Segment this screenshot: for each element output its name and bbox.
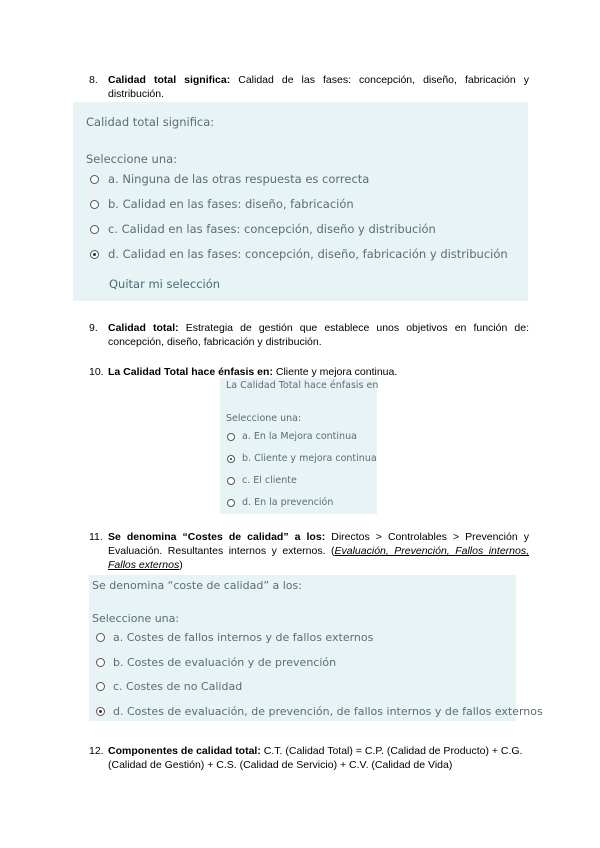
option-label: d. Calidad en las fases: concepción, diseño, fabricación y distribución xyxy=(108,247,508,261)
option-label: a. Ninguna de las otras respuesta es correcta xyxy=(108,172,370,186)
item-text xyxy=(108,321,529,349)
radio-icon[interactable] xyxy=(90,200,99,209)
quiz-option-d[interactable] xyxy=(90,247,508,261)
select-one-label: Seleccione una: xyxy=(92,612,180,625)
quiz-calidad-total-significa xyxy=(73,102,528,301)
option-label: d. En la prevención xyxy=(242,497,334,508)
item-answer: Directos > Controlables > Prevención y Evaluación. Resultantes internos y externos. ( xyxy=(108,531,529,557)
quiz-question: La Calidad Total hace énfasis en xyxy=(226,380,379,391)
item-heading: Calidad total significa: xyxy=(108,74,231,86)
item-heading: Componentes de calidad total: xyxy=(108,745,261,757)
select-one-label: Seleccione una: xyxy=(86,152,178,166)
quiz-option-a[interactable] xyxy=(90,172,369,186)
quiz-option-b[interactable] xyxy=(227,453,377,464)
radio-icon[interactable] xyxy=(90,175,99,184)
item-number: 8. xyxy=(89,74,98,86)
option-label: b. Calidad en las fases: diseño, fabricación xyxy=(108,197,354,211)
quiz-option-c[interactable] xyxy=(96,680,242,693)
quiz-option-c[interactable] xyxy=(90,222,436,236)
quiz-option-d[interactable] xyxy=(227,497,333,508)
quiz-option-c[interactable] xyxy=(227,475,297,486)
option-label: b. Costes de evaluación y de prevención xyxy=(113,656,337,669)
item-number: 9. xyxy=(89,322,98,334)
radio-icon[interactable] xyxy=(227,433,235,441)
option-label: a. En la Mejora continua xyxy=(242,431,357,442)
quiz-calidad-total-enfasis xyxy=(220,378,377,514)
option-label: b. Cliente y mejora continua xyxy=(242,453,377,464)
item-heading: Se denomina “Costes de calidad” a los: xyxy=(108,531,326,543)
item-number: 11. xyxy=(89,531,103,543)
quiz-option-d[interactable] xyxy=(96,705,543,718)
item-heading: La Calidad Total hace énfasis en: xyxy=(108,366,273,378)
quiz-option-a[interactable] xyxy=(227,431,357,442)
select-one-label: Seleccione una: xyxy=(226,413,302,424)
item-answer: Calidad de las fases: concepción, diseño, fabricación y distribución. xyxy=(108,74,530,100)
option-label: a. Costes de fallos internos y de fallos externos xyxy=(113,631,374,644)
item-text xyxy=(108,744,529,772)
radio-selected-icon[interactable] xyxy=(90,250,99,259)
radio-icon[interactable] xyxy=(227,477,235,485)
radio-selected-icon[interactable] xyxy=(227,455,235,463)
option-label: c. El cliente xyxy=(242,475,297,486)
quiz-question: Se denomina “coste de calidad” a los: xyxy=(92,579,302,592)
item-text xyxy=(108,73,529,101)
radio-icon[interactable] xyxy=(96,658,105,667)
quiz-option-b[interactable] xyxy=(90,197,354,211)
item-answer-tail: ) xyxy=(179,559,183,571)
item-number: 12. xyxy=(89,745,104,757)
item-number: 10. xyxy=(89,366,104,378)
radio-icon[interactable] xyxy=(90,225,99,234)
item-answer: Estrategia de gestión que establece unos objetivos en función de: concepción, diseño, fabricación y distribución. xyxy=(108,322,529,348)
item-answer-emphasis: Evaluación, Prevención, Fallos internos, Fallos externos xyxy=(108,545,529,571)
item-text xyxy=(108,365,529,379)
quiz-option-b[interactable] xyxy=(96,656,336,669)
item-answer: Cliente y mejora continua. xyxy=(272,366,398,378)
option-label: c. Calidad en las fases: concepción, diseño y distribución xyxy=(108,222,436,236)
clear-selection-link[interactable]: Quitar mi selección xyxy=(109,277,221,291)
quiz-question: Calidad total significa: xyxy=(86,115,215,129)
item-answer: C.T. (Calidad Total) = C.P. (Calidad de Producto) + C.G. (Calidad de Gestión) + C.S. (Calidad de Servicio) + C.V. (Calidad de Vida) xyxy=(108,745,523,771)
quiz-option-a[interactable] xyxy=(96,631,373,644)
radio-icon[interactable] xyxy=(96,682,105,691)
quiz-coste-de-calidad xyxy=(89,575,543,721)
option-label: c. Costes de no Calidad xyxy=(113,680,243,693)
option-label: d. Costes de evaluación, de prevención, de fallos internos y de fallos externos xyxy=(113,705,543,718)
item-text xyxy=(108,530,529,572)
radio-selected-icon[interactable] xyxy=(96,707,105,716)
radio-icon[interactable] xyxy=(96,633,105,642)
item-heading: Calidad total: xyxy=(108,322,179,334)
radio-icon[interactable] xyxy=(227,499,235,507)
